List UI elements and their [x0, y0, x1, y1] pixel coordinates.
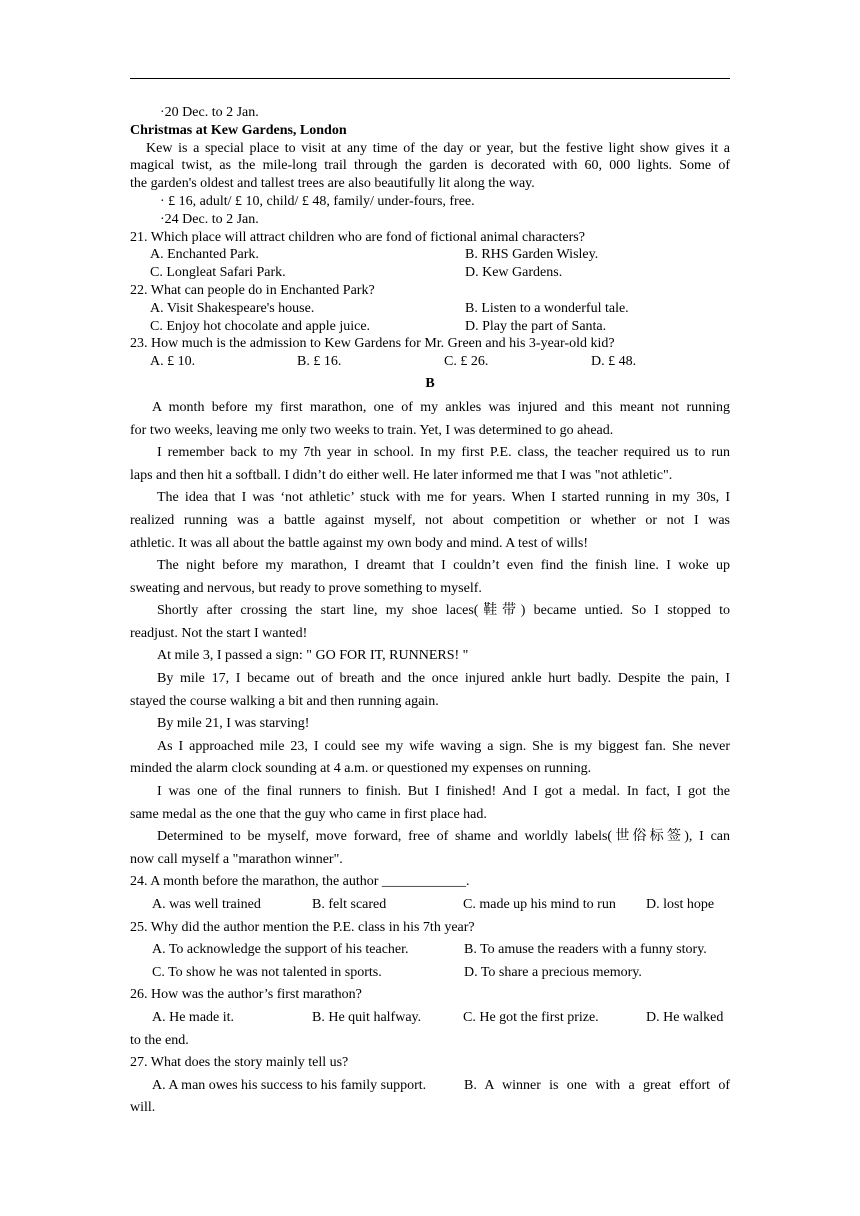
option-a: A. £ 10. [150, 354, 196, 370]
passage-line: minded the alarm clock sounding at 4 a.m. or questioned my expenses on running. [130, 761, 592, 777]
option-c: C. made up his mind to run [463, 897, 616, 913]
passage-line: sweating and nervous, but ready to prove something to myself. [130, 580, 482, 596]
option-c: C. To show he was not talented in sports. [152, 964, 382, 980]
option-b: B. £ 16. [297, 354, 342, 370]
option-b: B. Listen to a wonderful tale. [465, 300, 629, 316]
event-price-line: · £ 16, adult/ £ 10, child/ £ 48, family/ under-fours, free. [160, 193, 475, 209]
section-heading-b: B [425, 375, 435, 391]
event-date-line: ·24 Dec. to 2 Jan. [160, 211, 259, 227]
option-a: A. A man owes his success to his family support. [152, 1077, 427, 1093]
option-b: B. felt scared [312, 897, 387, 913]
option-d: D. Kew Gardens. [465, 265, 563, 281]
option-d: D. To share a precious memory. [464, 964, 642, 980]
passage-line: As I approached mile 23, I could see my wife waving a sign. She is my biggest fan. She never [157, 738, 730, 754]
passage-line: stayed the course walking a bit and then running again. [130, 693, 439, 709]
passage-line: The idea that I was ‘not athletic’ stuck with me for years. When I started running in my 30s, I [157, 490, 730, 506]
event-text-line: the garden's oldest and tallest trees are also beautifully lit along the way. [130, 176, 535, 192]
header-rule [130, 78, 730, 79]
options-row [130, 353, 730, 371]
option-a: A. To acknowledge the support of his teacher. [152, 942, 409, 958]
options-row [130, 246, 730, 264]
exam-page [130, 104, 730, 1120]
option-d: D. He walked [646, 1009, 724, 1025]
option-b: B. RHS Garden Wisley. [465, 247, 599, 263]
option-c: C. He got the first prize. [463, 1009, 599, 1025]
passage-line: readjust. Not the start I wanted! [130, 625, 308, 641]
options-row [130, 300, 730, 318]
option-a: A. was well trained [152, 897, 261, 913]
option-c: C. £ 26. [444, 354, 489, 370]
passage-line: athletic. It was all about the battle against my own body and mind. A test of wills! [130, 535, 589, 551]
passage-line: At mile 3, I passed a sign: " GO FOR IT, RUNNERS! " [157, 648, 469, 664]
option-a: A. He made it. [152, 1009, 235, 1025]
option-c: C. Longleat Safari Park. [150, 265, 286, 281]
option-d: D. lost hope [646, 897, 715, 913]
option-b: B. He quit halfway. [312, 1009, 422, 1025]
passage-line: A month before my first marathon, one of my ankles was injured and this meant not running [152, 399, 730, 415]
question-27: 27. What does the story mainly tell us? [130, 1055, 349, 1071]
event-text-line: magical twist, as the mile-long trail through the garden is decorated with 60, 000 lights. Some of [130, 158, 730, 174]
option-b: B. A winner is one with a great effort of [464, 1077, 730, 1093]
passage-line: same medal as the one that the guy who came in first place had. [130, 806, 487, 822]
options-row [130, 939, 730, 962]
option-d: D. Play the part of Santa. [465, 318, 607, 334]
event-text-line: Kew is a special place to visit at any time of the day or year, but the festive light show gives it a [146, 140, 730, 156]
option-b: B. To amuse the readers with a funny story. [464, 942, 707, 958]
option-continuation: to the end. [130, 1032, 189, 1048]
passage-line: I remember back to my 7th year in school. In my first P.E. class, the teacher required us to run [157, 445, 730, 461]
option-continuation: will. [130, 1100, 156, 1116]
options-row [130, 318, 730, 336]
question-24: 24. A month before the marathon, the author ____________. [130, 874, 470, 890]
passage-line: realized running was a battle against myself, not about competition or whether or not I was [130, 512, 730, 528]
event-date-line: ·20 Dec. to 2 Jan. [160, 105, 259, 120]
passage-line: laps and then hit a softball. I didn’t do either well. He later informed me that I was "not athletic". [130, 467, 673, 483]
question-25: 25. Why did the author mention the P.E. class in his 7th year? [130, 919, 475, 935]
option-a: A. Enchanted Park. [150, 247, 259, 263]
options-row [130, 962, 730, 985]
question-26: 26. How was the author’s first marathon? [130, 987, 362, 1003]
question-22: 22. What can people do in Enchanted Park? [130, 282, 375, 298]
options-row [130, 1075, 730, 1098]
passage-line: now call myself a "marathon winner". [130, 851, 343, 867]
question-21: 21. Which place will attract children who are fond of fictional animal characters? [130, 229, 585, 245]
option-a: A. Visit Shakespeare's house. [150, 300, 315, 316]
passage-line: Determined to be myself, move forward, free of shame and worldly labels(世俗标签), I can [157, 829, 730, 845]
event-title: Christmas at Kew Gardens, London [130, 122, 347, 138]
passage-line: I was one of the final runners to finish. But I finished! And I got a medal. In fact, I got the [157, 784, 730, 800]
option-c: C. Enjoy hot chocolate and apple juice. [150, 318, 371, 334]
question-23: 23. How much is the admission to Kew Gardens for Mr. Green and his 3-year-old kid? [130, 336, 615, 352]
options-row [130, 264, 730, 282]
passage-line: By mile 17, I became out of breath and the once injured ankle hurt badly. Despite the pain, I [157, 671, 730, 687]
passage-line: The night before my marathon, I dreamt that I couldn’t even find the finish line. I woke up [157, 558, 730, 574]
passage-line: for two weeks, leaving me only two weeks to train. Yet, I was determined to go ahead. [130, 422, 614, 438]
options-row [130, 1007, 730, 1030]
options-row [130, 894, 730, 917]
passage-line: By mile 21, I was starving! [157, 716, 310, 732]
passage-line: Shortly after crossing the start line, my shoe laces(鞋带) became untied. So I stopped to [157, 603, 730, 619]
option-d: D. £ 48. [591, 354, 637, 370]
